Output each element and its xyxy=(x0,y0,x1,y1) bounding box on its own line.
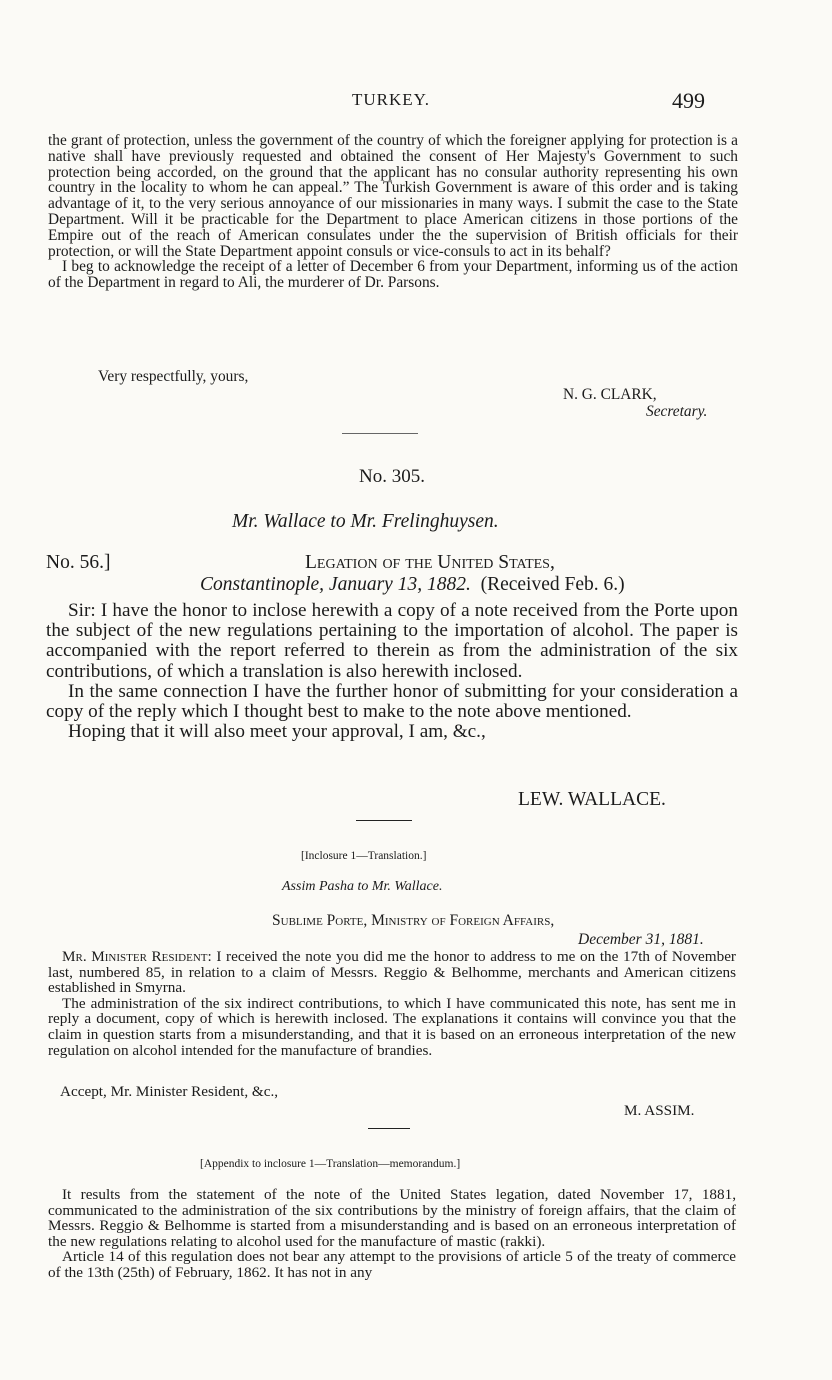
inclosure-salutation: Mr. Minister Resident: xyxy=(62,948,212,965)
clark-paragraph-2: I beg to acknowledge the receipt of a letter of December 6 from your Department, informing us of the action of the Department in regard to Ali, the murderer of Dr. Parsons. xyxy=(48,258,738,292)
legation-line: Legation of the United States, xyxy=(305,552,555,573)
wallace-paragraph-2: In the same connection I have the further honor of submitting for your consideration a copy of the reply which I thought best to make to the note above mentioned. xyxy=(46,680,738,723)
inclosure-body xyxy=(48,949,736,1058)
clark-signature-title: Secretary. xyxy=(646,403,708,420)
section-divider xyxy=(356,820,412,821)
inclosure-closing: Accept, Mr. Minister Resident, &c., xyxy=(60,1083,279,1100)
wallace-signature: LEW. WALLACE. xyxy=(518,789,666,810)
page-header xyxy=(0,88,832,114)
inclosure-date: December 31, 1881. xyxy=(578,931,704,948)
appendix-body xyxy=(48,1187,736,1281)
document-heading: Mr. Wallace to Mr. Frelinghuysen. xyxy=(232,511,499,532)
clark-paragraph-1: the grant of protection, unless the government of the country of which the foreigner applying for protection is a native shall have previously requested and obtained the consent of Her Majesty's Government to such protection being accorded, on the ground that the applicant has no consular authority representing his own country in the locality to whom he can appeal.” The Turkish Government is aware of this order and is taking advantage of it, to the very serious annoyance of our missionaries in many ways. I submit the case to the State Department. Will it be practicable for the Department to place American citizens in those portions of the Empire out of the reach of American consulates under the the supervision of British officials for their protection, or will the State Department appoint consuls or vice-consuls to act in its behalf? xyxy=(48,132,738,260)
dispatch-number: No. 56.] xyxy=(46,552,111,573)
wallace-paragraph-1: Sir: I have the honor to inclose herewith a copy of a note received from the Porte upon the subject of the new regulations pertaining to the importation of alcohol. The paper is accompanied with the report referred to therein as from the administration of the six contributions, of which a translation is also herewith inclosed. xyxy=(46,600,738,682)
dispatch-place: Constantinople, xyxy=(200,574,325,595)
page-number: 499 xyxy=(672,88,705,113)
inclosure-origin: Sublime Porte, Ministry of Foreign Affairs, xyxy=(272,912,555,929)
inclosure-paragraph-2: The administration of the six indirect contributions, to which I have communicated this note, has sent me in reply a document, copy of which is herewith inclosed. The explanations it contains will convince you that the claim in question starts from a misunderstanding, and that it is based on an erroneous interpretation of the new regulation on alcohol intended for the manufacture of brandies. xyxy=(48,994,736,1059)
clark-closing: Very respectfully, yours, xyxy=(98,368,249,385)
appendix-paragraph-1: It results from the statement of the note of the United States legation, dated November 17, 1881, communicated to the administration of the six contributions by the ministry of foreign affairs, that the claim of Messrs. Reggio & Belhomme is started from a misunderstanding and is based on an erroneous interpretation of the new regulations relating to alcohol used for the manufacture of mastic (rakki). xyxy=(48,1186,736,1250)
running-head: TURKEY. xyxy=(352,90,430,109)
clark-signature-name: N. G. CLARK, xyxy=(563,386,657,403)
wallace-letter xyxy=(46,601,738,742)
inclosure-paragraph-1: I received the note you did me the honor to address to me on the 17th of November last, numbered 85, in relation to a claim of Messrs. Reggio & Belhomme, merchants and American citizens established in Smyrna. xyxy=(48,948,736,997)
dispatch-received: (Received Feb. 6.) xyxy=(480,574,625,595)
inclosure-signature: M. ASSIM. xyxy=(624,1102,695,1119)
document-number: No. 305. xyxy=(359,466,425,487)
wallace-paragraph-3: Hoping that it will also meet your approval, I am, &c., xyxy=(68,721,486,743)
section-divider xyxy=(368,1128,410,1129)
inclosure-heading: Assim Pasha to Mr. Wallace. xyxy=(282,879,443,894)
dispatch-date: January 13, 1882. xyxy=(328,574,471,595)
appendix-paragraph-2: Article 14 of this regulation does not bear any attempt to the provisions of article 5 of the treaty of commerce of the 13th (25th) of February, 1862. It has not in any xyxy=(48,1248,736,1281)
section-divider xyxy=(342,433,418,434)
inclosure-label: [Inclosure 1—Translation.] xyxy=(301,850,427,862)
clark-letter xyxy=(48,133,738,291)
dispatch-dateline xyxy=(200,574,625,596)
appendix-label: [Appendix to inclosure 1—Translation—memorandum.] xyxy=(200,1158,461,1170)
